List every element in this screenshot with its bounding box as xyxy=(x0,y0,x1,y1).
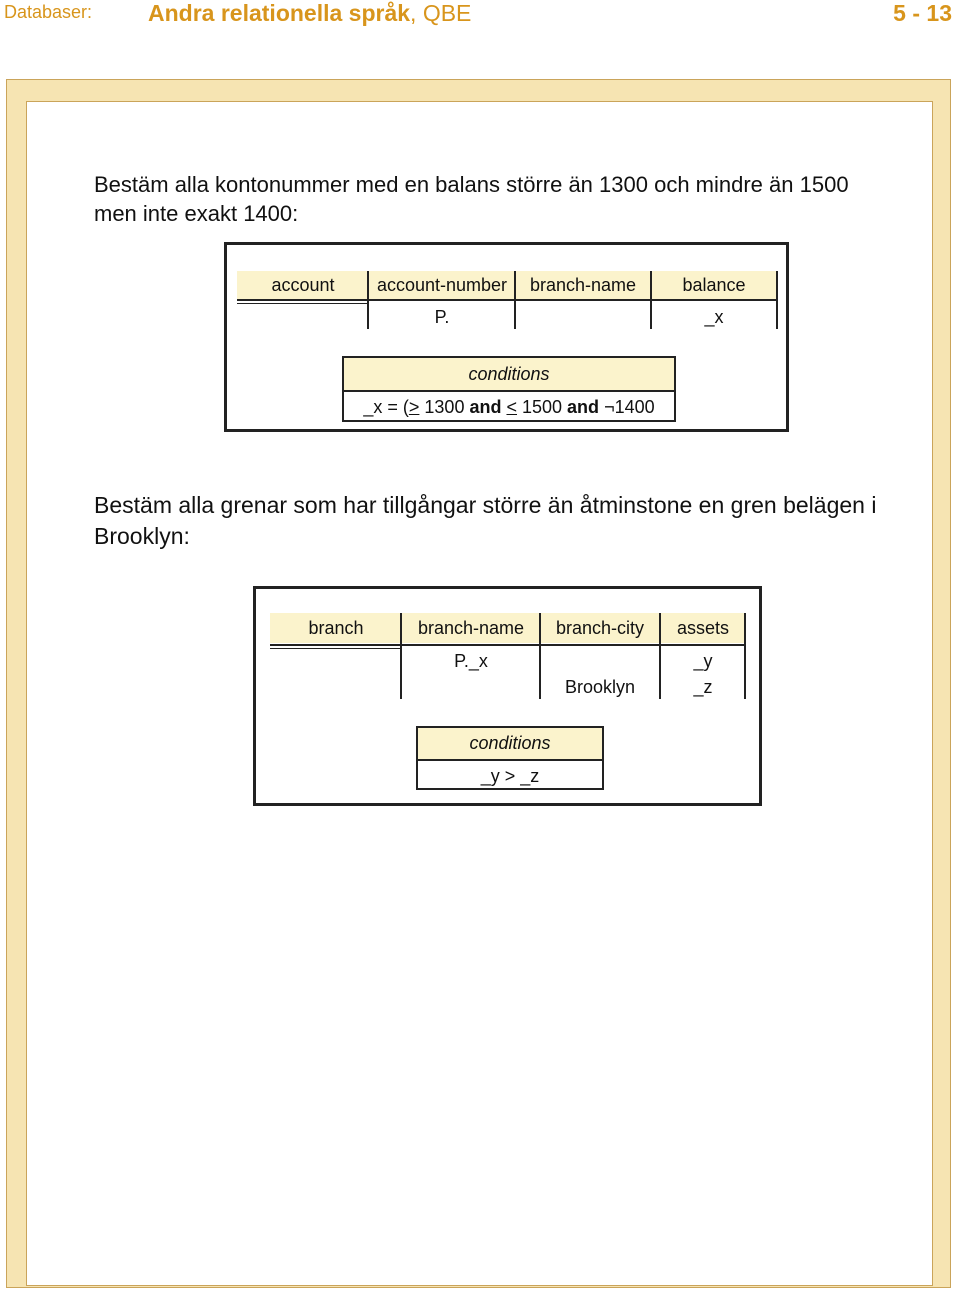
conditions-expression xyxy=(344,394,674,420)
slide-title-main: Andra relationella språk xyxy=(148,0,411,26)
question-2: Bestäm alla grenar som har tillgångar större än åtminstone en gren belägen i Brooklyn: xyxy=(94,492,877,549)
qbe-box-1 xyxy=(224,242,789,432)
qbe-box-2 xyxy=(253,586,762,806)
column-header: branch-name xyxy=(529,275,637,295)
column-header: account-number xyxy=(376,275,508,295)
conditions-title: conditions xyxy=(418,728,602,759)
column-header: balance xyxy=(682,275,746,295)
divider xyxy=(270,648,402,649)
and-keyword: and xyxy=(469,397,502,417)
column-header: branch-name xyxy=(417,618,525,638)
conditions-box xyxy=(416,726,604,790)
question-1: Bestäm alla kontonummer med en balans större än 1300 och mindre än 1500 men inte exakt 1400: xyxy=(94,172,849,226)
table-cell: Brooklyn xyxy=(564,677,636,697)
column-header: branch-city xyxy=(555,618,645,638)
expr-part: 1400 xyxy=(614,397,655,417)
course-label: Databaser: xyxy=(4,2,93,22)
and-keyword: and xyxy=(567,397,600,417)
not-symbol: ¬ xyxy=(604,397,615,417)
table-cell: _x xyxy=(704,307,724,327)
table-cell: _z xyxy=(693,677,713,697)
ge-symbol: > xyxy=(408,397,420,417)
conditions-expression: _y > _z xyxy=(480,766,540,786)
table-cell: P. xyxy=(434,307,450,327)
table-cell: P._x xyxy=(454,651,488,671)
relation-name: account xyxy=(271,275,335,295)
expr-part: _x = ( xyxy=(363,397,409,417)
divider xyxy=(418,759,602,761)
le-symbol: < xyxy=(506,397,517,417)
relation-name: branch xyxy=(308,618,364,638)
table-cell: _y xyxy=(693,651,713,671)
divider xyxy=(270,644,746,646)
divider xyxy=(237,303,369,304)
column-header: assets xyxy=(676,618,730,638)
page-number: 5 - 13 xyxy=(893,0,952,26)
expr-part: 1500 xyxy=(517,397,568,417)
divider xyxy=(344,390,674,392)
slide-title-sub: , QBE xyxy=(410,0,472,26)
conditions-box xyxy=(342,356,676,422)
divider xyxy=(237,299,777,301)
slide-title xyxy=(148,0,471,30)
expr-part: 1300 xyxy=(419,397,470,417)
conditions-title: conditions xyxy=(344,358,674,390)
